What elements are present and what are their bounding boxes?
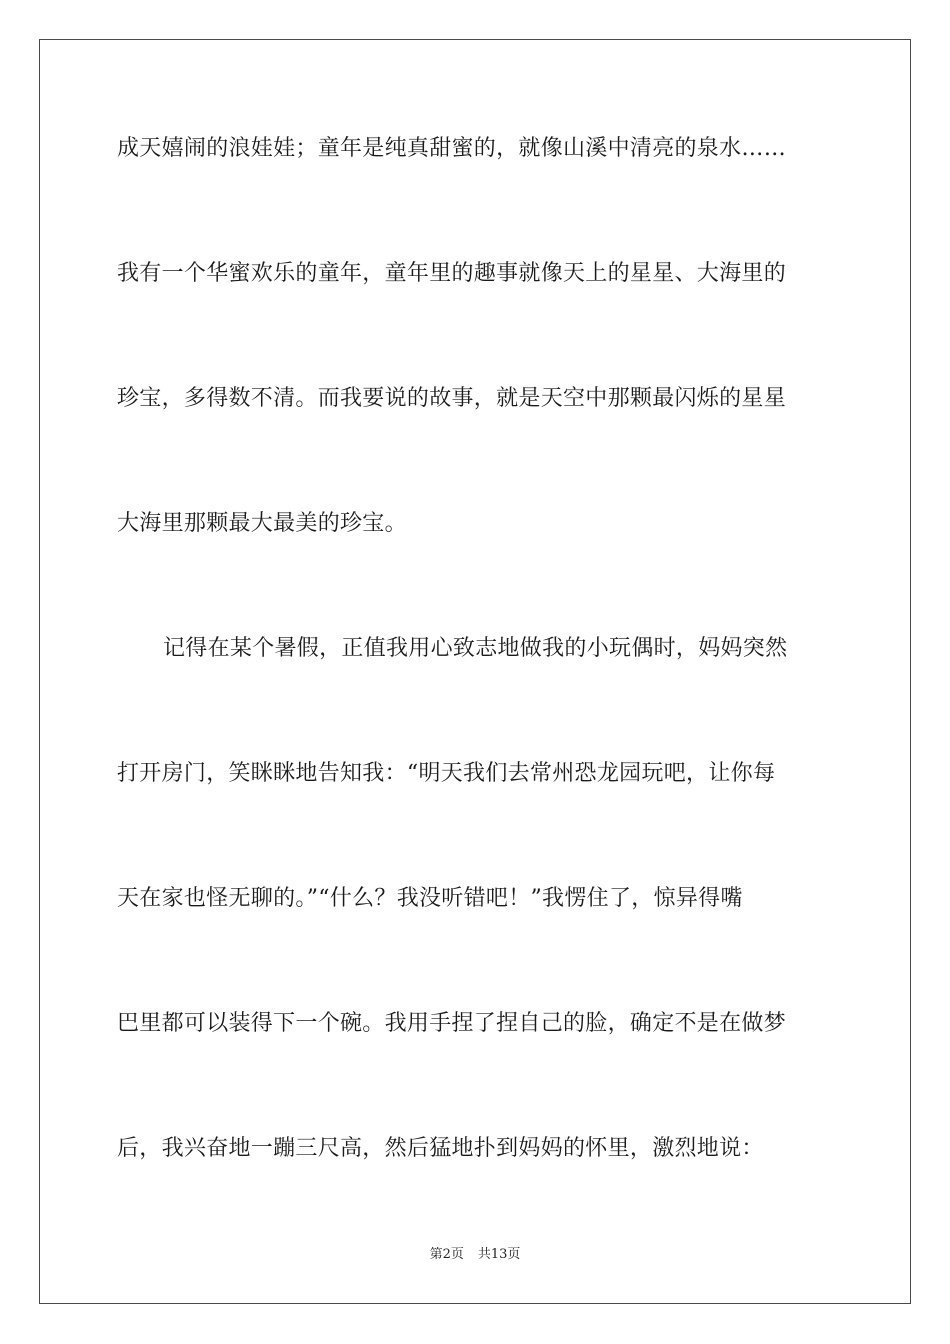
body-text-line: 珍宝，多得数不清。而我要说的故事，就是天空中那颗最闪烁的星星 (117, 386, 787, 411)
body-text-line: 我有一个华蜜欢乐的童年，童年里的趣事就像天上的星星、大海里的 (117, 261, 787, 286)
page-border (39, 39, 911, 1304)
page-number: 第2页 (429, 1247, 464, 1262)
body-text-line: 打开房门，笑眯眯地告知我：“明天我们去常州恐龙园玩吧，让你每 (117, 761, 776, 786)
page-footer (0, 1246, 950, 1264)
body-text-line: 大海里那颗最大最美的珍宝。 (117, 511, 407, 536)
paragraph-start-line: 记得在某个暑假，正值我用心致志地做我的小玩偶时，妈妈突然 (163, 636, 788, 661)
page-total: 共13页 (477, 1247, 521, 1262)
body-text-line: 天在家也怪无聊的。”“什么？我没听错吧！”我愣住了，惊异得嘴 (117, 886, 743, 911)
body-text-line: 成天嬉闹的浪娃娃；童年是纯真甜蜜的，就像山溪中清亮的泉水…… (117, 136, 787, 161)
body-text-line: 后，我兴奋地一蹦三尺高，然后猛地扑到妈妈的怀里，激烈地说： (117, 1136, 764, 1161)
body-text-line: 巴里都可以装得下一个碗。我用手捏了捏自己的脸，确定不是在做梦 (117, 1011, 787, 1036)
